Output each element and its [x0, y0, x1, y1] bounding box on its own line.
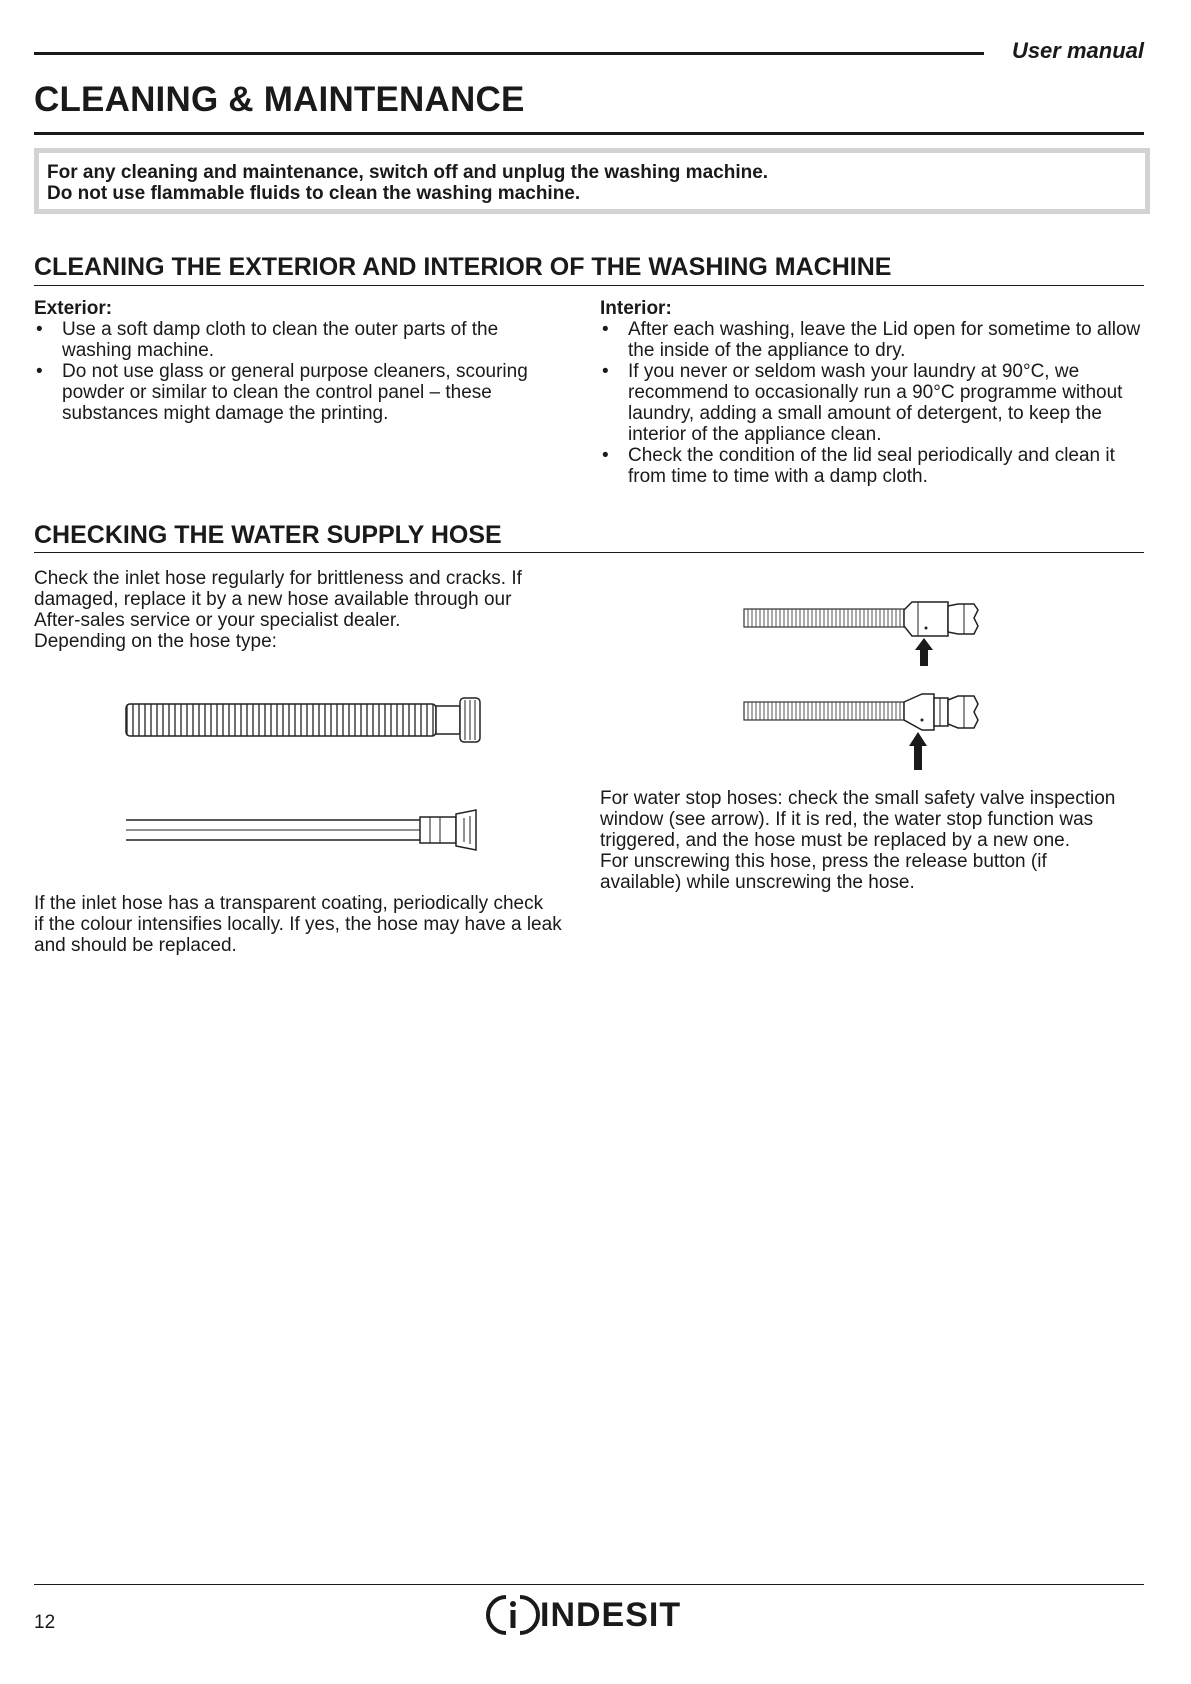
exterior-column [34, 298, 554, 424]
list-item: • Do not use glass or general purpose cleaners, scouring powder or similar to clean the control panel – these substances might damage the printing. [34, 361, 554, 424]
warning-line-1: For any cleaning and maintenance, switch off and unplug the washing machine. [47, 162, 769, 183]
hose-intro-text: Check the inlet hose regularly for brittleness and cracks. If damaged, replace it by a new hose available through our After-sales service or your specialist dealer. Depending on the hose type: [34, 568, 522, 652]
water-stop-hose-text: For water stop hoses: check the small safety valve inspection window (see arrow). If it is red, the water stop function was triggered, and the hose must be replaced by a new one. For unscrewing this hose, press the release button (if available) while unscrewing the hose. [600, 788, 1116, 893]
exterior-list [34, 319, 554, 424]
header-rule [34, 52, 984, 55]
transparent-hose-text: If the inlet hose has a transparent coating, periodically check if the colour intensifies locally. If yes, the hose may have a leak and should be replaced. [34, 893, 562, 956]
exterior-heading: Exterior: [34, 298, 113, 319]
water-stop-hose-illustration-2 [742, 690, 992, 772]
list-item: • If you never or seldom wash your laundry at 90°C, we recommend to occasionally run a 90°C programme without laundry, adding a small amount of detergent, to keep the interior of the appliance clean. [600, 361, 1145, 445]
interior-column [600, 298, 1145, 487]
interior-heading: Interior: [600, 298, 672, 319]
page-title: CLEANING & MAINTENANCE [34, 80, 525, 119]
corrugated-hose-illustration [124, 694, 484, 744]
section-rule-hose [34, 552, 1144, 553]
water-stop-hose-illustration-1 [742, 596, 992, 668]
brand-name: INDESIT [540, 1595, 682, 1634]
interior-list [600, 319, 1145, 487]
section-rule-cleaning [34, 285, 1144, 286]
footer-rule [34, 1584, 1144, 1585]
page-number: 12 [34, 1612, 56, 1633]
list-item: • Use a soft damp cloth to clean the outer parts of the washing machine. [34, 319, 554, 361]
header-title: User manual [1011, 38, 1144, 63]
indesit-logo-icon [494, 1593, 532, 1637]
brand-logo [494, 1590, 681, 1640]
warning-box [34, 148, 1150, 214]
section-title-cleaning: CLEANING THE EXTERIOR AND INTERIOR OF THE WASHING MACHINE [34, 253, 892, 281]
list-item: • After each washing, leave the Lid open for sometime to allow the inside of the appliance to dry. [600, 319, 1145, 361]
warning-line-2: Do not use flammable fluids to clean the washing machine. [47, 183, 581, 204]
section-title-hose: CHECKING THE WATER SUPPLY HOSE [34, 521, 502, 549]
list-item: • Check the condition of the lid seal periodically and clean it from time to time with a damp cloth. [600, 445, 1145, 487]
title-rule [34, 132, 1144, 135]
smooth-hose-illustration [124, 806, 484, 856]
